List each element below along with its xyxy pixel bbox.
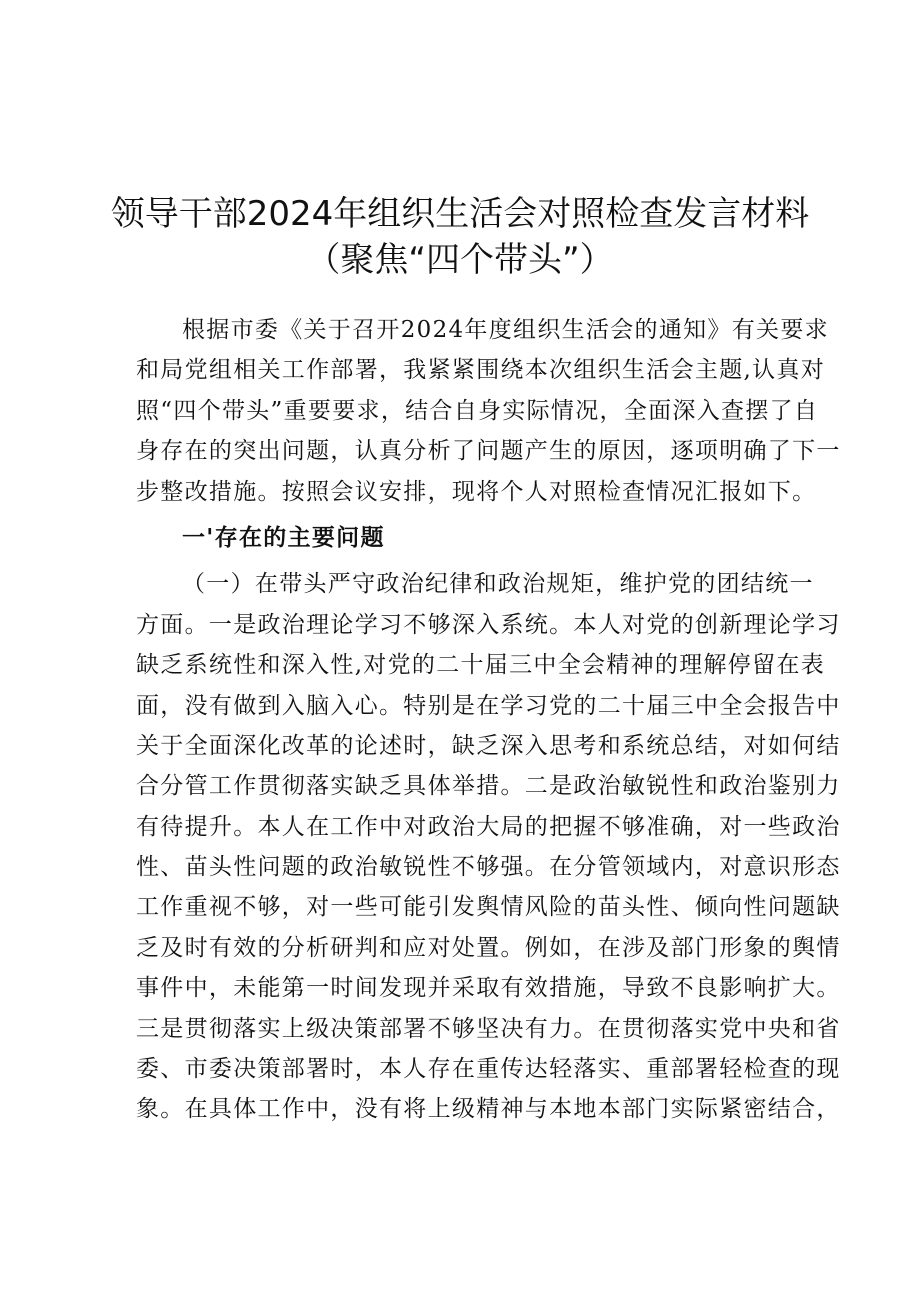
section-line: 性、苗头性问题的政治敏锐性不够强。在分管领域内，对意识形态 (136, 854, 841, 881)
section-heading: 一'存在的主要问题 (182, 523, 385, 551)
title-line-subtitle: （聚焦“四个带头”） (306, 240, 614, 280)
section-line: 乏及时有效的分析研判和应对处置。例如，在涉及部门形象的舆情 (136, 934, 841, 961)
intro-line: 和局党组相关工作部署，我紧紧围绕本次组织生活会主题,认真对 (136, 357, 826, 384)
intro-line: 根据市委《关于召开2024年度组织生活会的通知》有关要求 (182, 317, 829, 343)
document-title (0, 190, 920, 284)
section-line: 合分管工作贯彻落实缺乏具体举措。二是政治敏锐性和政治鉴别力 (136, 773, 841, 800)
intro-line: 步整改措施。按照会议安排，现将个人对照检查情况汇报如下。 (136, 478, 817, 505)
section-line: 三是贯彻落实上级决策部署不够坚决有力。在贯彻落实党中央和省 (136, 1015, 841, 1042)
title-line-main: 领导干部2024年组织生活会对照检查发言材料 (110, 194, 810, 234)
section-line: 关于全面深化改革的论述时，缺乏深入思考和系统总结，对如何结 (136, 732, 841, 759)
intro-line: 身存在的突出问题，认真分析了问题产生的原因，逐项明确了下一 (136, 438, 841, 465)
section-line: 缺乏系统性和深入性,对党的二十届三中全会精神的理解停留在表 (136, 652, 826, 679)
document-body (136, 310, 841, 1130)
section-line: 工作重视不够，对一些可能引发舆情风险的苗头性、倾向性问题缺 (136, 894, 841, 921)
section-line: （一）在带头严守政治纪律和政治规矩，维护党的团结统一 (182, 571, 814, 598)
section-line: 方面。一是政治理论学习不够深入系统。本人对党的创新理论学习 (136, 611, 841, 638)
section-line: 象。在具体工作中，没有将上级精神与本地本部门实际紧密结合， (136, 1096, 841, 1123)
section-line: 面，没有做到入脑入心。特别是在学习党的二十届三中全会报告中 (136, 692, 841, 719)
section-line: 事件中，未能第一时间发现并采取有效措施，导致不良影响扩大。 (136, 975, 841, 1002)
intro-line: 照“四个带头”重要要求，结合自身实际情况，全面深入查摆了自 (136, 397, 819, 424)
section-line: 有待提升。本人在工作中对政治大局的把握不够准确，对一些政治 (136, 813, 841, 840)
section-line: 委、市委决策部署时，本人存在重传达轻落实、重部署轻检查的现 (136, 1056, 841, 1083)
